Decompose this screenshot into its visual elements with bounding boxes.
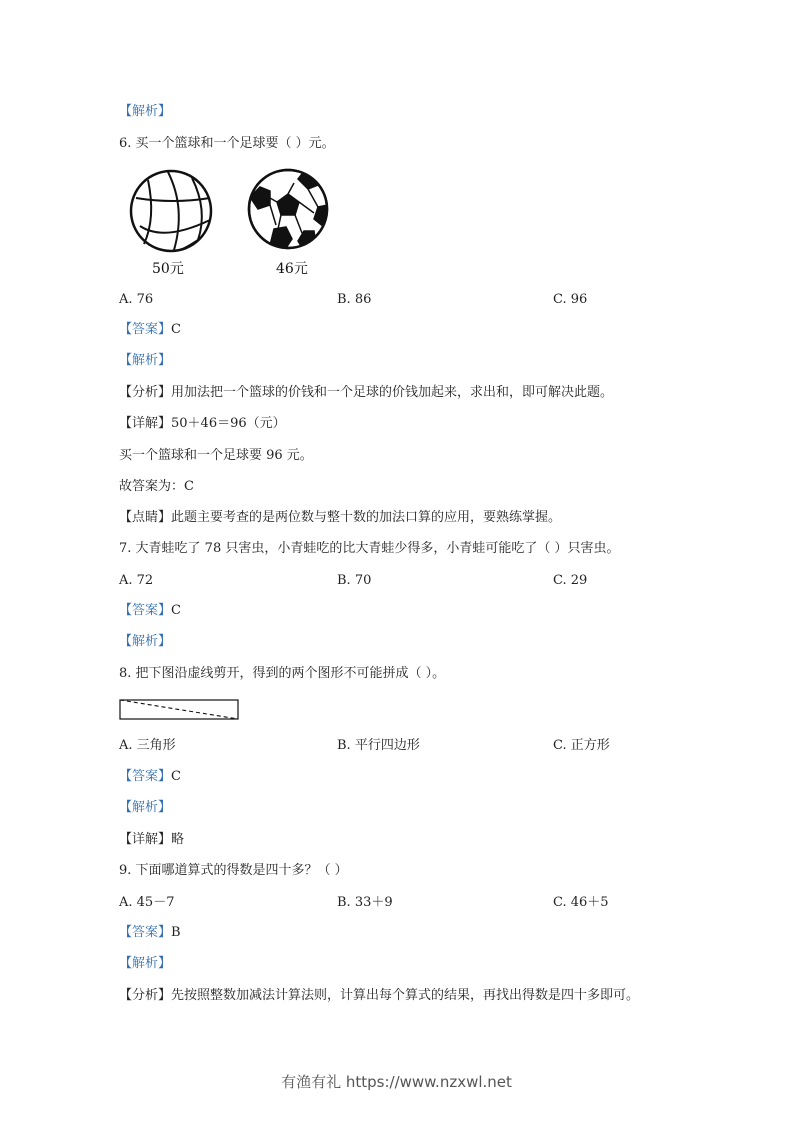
basketball-image	[128, 168, 214, 254]
q9-fenxi: 【分析】先按照整数加减法计算法则，计算出每个算式的结果，再找出得数是四十多即可。	[119, 988, 640, 1003]
q8-option-b: B. 平行四边形	[337, 738, 420, 753]
q9-answer: 【答案】B	[119, 925, 181, 940]
q9-option-b: B. 33＋9	[337, 895, 393, 910]
q8-answer: 【答案】C	[119, 769, 181, 784]
q9-stem: 9. 下面哪道算式的得数是四十多？（ ）	[119, 863, 348, 878]
q8-option-a: A. 三角形	[119, 738, 176, 753]
q6-option-c: C. 96	[553, 292, 588, 307]
q6-fenxi: 【分析】用加法把一个篮球的价钱和一个足球的价钱加起来，求出和，即可解决此题。	[119, 385, 614, 400]
q7-stem: 7. 大青蛙吃了 78 只害虫，小青蛙吃的比大青蛙少得多，小青蛙可能吃了（ ）只害虫。	[119, 541, 620, 556]
footer-watermark: 有渔有礼 https://www.nzxwl.net	[281, 1073, 512, 1091]
q6-option-a: A. 76	[119, 292, 154, 307]
q8-stem: 8. 把下图沿虚线剪开，得到的两个图形不可能拼成（ ）。	[119, 666, 446, 681]
q6-analysis-tag: 【解析】	[119, 353, 172, 368]
q7-analysis-tag: 【解析】	[119, 634, 172, 649]
q8-xiangjie: 【详解】略	[119, 832, 185, 847]
q8-option-c: C. 正方形	[553, 738, 610, 753]
cut-rectangle-figure	[119, 699, 240, 721]
basketball-price: 50元	[152, 261, 184, 277]
q7-option-b: B. 70	[337, 573, 372, 588]
q6-stem: 6. 买一个篮球和一个足球要（ ）元。	[119, 136, 335, 151]
q6-xiangjie-line2: 买一个篮球和一个足球要 96 元。	[119, 448, 313, 463]
q9-option-a: A. 45－7	[119, 895, 175, 910]
q7-option-c: C. 29	[553, 573, 588, 588]
q9-analysis-tag: 【解析】	[119, 956, 172, 971]
football-image	[246, 167, 330, 251]
q9-option-c: C. 46＋5	[553, 895, 609, 910]
q6-option-b: B. 86	[337, 292, 372, 307]
q5-analysis-tag: 【解析】	[119, 104, 172, 119]
q7-option-a: A. 72	[119, 573, 154, 588]
q7-answer: 【答案】C	[119, 603, 181, 618]
q6-conclusion: 故答案为：C	[119, 479, 194, 494]
q6-xiangjie: 【详解】50＋46＝96（元）	[119, 416, 286, 431]
q6-answer: 【答案】C	[119, 322, 181, 337]
q8-analysis-tag: 【解析】	[119, 800, 172, 815]
football-price: 46元	[276, 261, 308, 277]
q6-dianjing: 【点睛】此题主要考查的是两位数与整十数的加法口算的应用，要熟练掌握。	[119, 510, 562, 525]
